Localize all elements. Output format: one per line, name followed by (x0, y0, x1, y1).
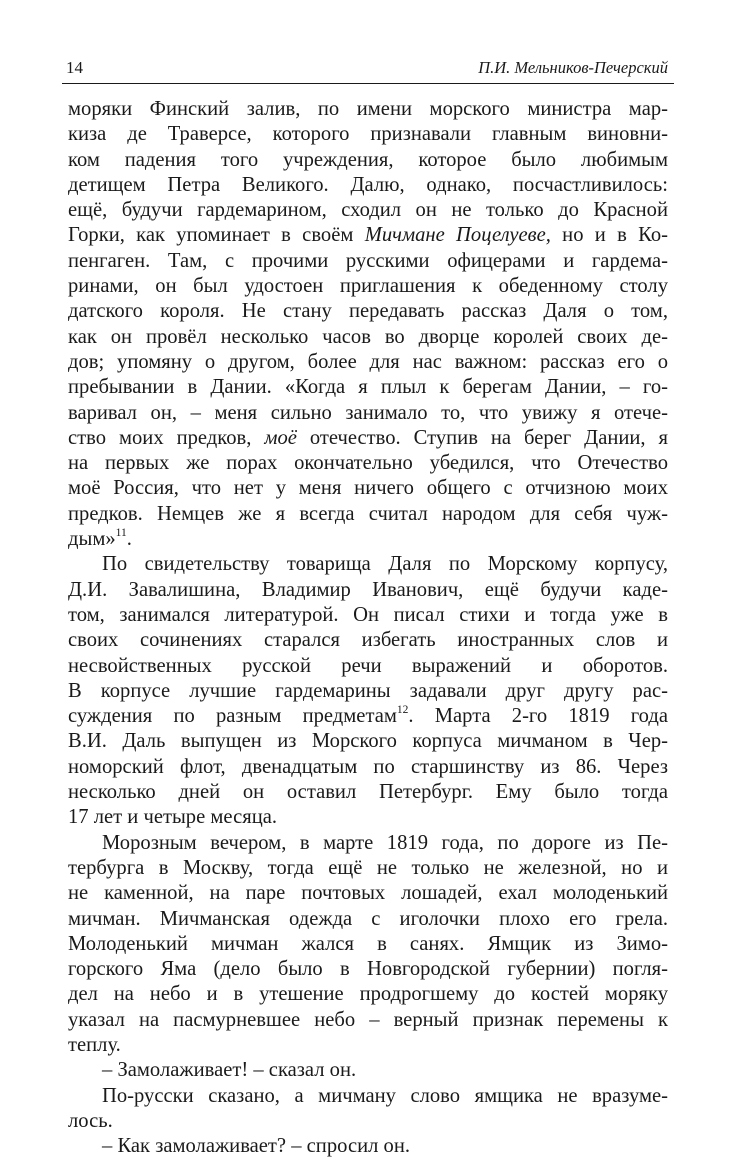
page-number: 14 (66, 58, 83, 77)
header-rule (62, 83, 674, 84)
page-header (62, 58, 672, 84)
text-line (68, 1134, 668, 1159)
line-text: детищем Петра Великого. Далю, однако, посчастливилось: (68, 173, 668, 196)
line-text: 17 лет и четыре месяца. (68, 806, 278, 829)
line-text: тербурга в Москву, тогда ещё не только не железной, но и (68, 856, 668, 879)
line-text: предков. Немцев же я всегда считал народом для себя чуж- (68, 502, 668, 525)
text-line (68, 755, 668, 780)
text-line (68, 274, 668, 299)
text-line (68, 325, 668, 350)
line-text: варивал он, – меня сильно занимало то, что увижу я отече- (68, 401, 668, 424)
text-line (68, 679, 668, 704)
line-text: – Замолаживает! – сказал он. (102, 1059, 357, 1082)
text-line (68, 578, 668, 603)
line-text: По-русски сказано, а мичману слово ямщика не вразуме- (102, 1084, 668, 1107)
line-text: лось. (68, 1109, 113, 1132)
line-text: несвойственных русской речи выражений и оборотов. (68, 654, 668, 677)
text-line (68, 401, 668, 426)
text-line (68, 198, 668, 223)
line-text: Горки, как упоминает в своём (68, 224, 365, 247)
text-line (68, 173, 668, 198)
line-text: мичман. Мичманская одежда с иголочки плохо его грела. (68, 907, 668, 930)
line-text: ство моих предков, (68, 426, 265, 449)
text-line (68, 932, 668, 957)
text-line (68, 1033, 668, 1058)
line-text: дел на небо и в утешение продрогшему до костей моряку (68, 983, 668, 1006)
text-line (68, 476, 668, 501)
text-line (68, 451, 668, 476)
line-text-cont: . (126, 528, 132, 551)
line-text: том, занимался литературой. Он писал стихи и тогда уже в (68, 603, 668, 626)
text-line (68, 1008, 668, 1033)
line-text: пенгаген. Там, с прочими русскими офицерами и гардема- (68, 249, 668, 272)
text-line (68, 97, 668, 122)
line-text: В корпусе лучшие гардемарины задавали друг другу рас- (68, 679, 668, 702)
line-text-cont: но и в Ко- (550, 224, 668, 247)
text-line (68, 527, 668, 552)
line-text: указал на пасмурневшее небо – верный признак перемены к (68, 1008, 668, 1031)
line-text: как он провёл несколько часов во дворце королей своих де- (68, 325, 668, 348)
text-line (68, 957, 668, 982)
text-line (68, 375, 668, 400)
text-line (68, 907, 668, 932)
body-text (68, 97, 668, 1159)
text-line (68, 350, 668, 375)
text-line (68, 249, 668, 274)
line-text: Молоденький мичман жался в санях. Ямщик из Зимо- (68, 932, 668, 955)
text-line (68, 426, 668, 451)
text-line (68, 780, 668, 805)
footnote-ref: 12 (396, 704, 409, 717)
running-head: П.И. Мельников-Печерский (478, 58, 668, 77)
text-line (68, 1109, 668, 1134)
line-text: не каменной, на паре почтовых лошадей, ехал молоденький (68, 882, 668, 905)
text-line (68, 148, 668, 173)
line-text: ринами, он был удостоен приглашения к обеденному столу (68, 275, 668, 298)
text-line (68, 654, 668, 679)
line-text: моряки Финский залив, по имени морского министра мар- (68, 98, 668, 120)
text-line (68, 603, 668, 628)
line-text: на первых же порах окончательно убедился, что Отечество (68, 452, 668, 475)
line-text: своих сочинениях старался избегать иностранных слов и (68, 629, 668, 652)
text-line (68, 122, 668, 147)
text-line (68, 502, 668, 527)
line-text: пребывании в Дании. «Когда я плыл к берегам Дании, – го- (68, 376, 668, 399)
line-text: несколько дней он оставил Петербург. Ему было тогда (68, 781, 668, 804)
line-text: горского Яма (дело было в Новгородской губернии) погля- (68, 958, 668, 981)
line-text: теплу. (68, 1033, 121, 1056)
line-text: моё Россия, что нет у меня ничего общего с отчизною моих (68, 477, 668, 500)
text-line (68, 805, 668, 830)
text-line (68, 881, 668, 906)
text-line (68, 552, 668, 577)
line-text: Морозным вечером, в марте 1819 года, по дороге из Пе- (102, 831, 668, 854)
line-text: киза де Траверсе, которого признавали главным виновни- (68, 123, 668, 146)
line-text: дов; упомяну о другом, более для нас важном: рассказ его о (68, 350, 668, 373)
text-line (68, 628, 668, 653)
text-line (68, 223, 668, 248)
footnote-ref: 11 (115, 527, 127, 540)
italic-text: моё (264, 426, 297, 449)
text-line (68, 704, 668, 729)
line-text: номорский флот, двенадцатым по старшинству из 86. Через (68, 755, 668, 778)
text-line (68, 1084, 668, 1109)
line-text: датского короля. Не стану передавать рассказ Даля о том, (68, 300, 668, 323)
line-text: ещё, будучи гардемарином, сходил он не только до Красной (68, 199, 668, 222)
line-text-cont: . Марта 2-го 1819 года (408, 705, 668, 728)
line-text: По свидетельству товарища Даля по Морскому корпусу, (102, 553, 668, 576)
text-line (68, 299, 668, 324)
text-line (68, 1058, 668, 1083)
line-text: ком падения того учреждения, которое было любимым (68, 148, 668, 171)
text-line (68, 831, 668, 856)
text-line (68, 729, 668, 754)
line-text-cont: отечество. Ступив на берег Дании, я (296, 426, 668, 449)
text-line (68, 856, 668, 881)
line-text: дым» (68, 528, 116, 551)
italic-text: Мичмане Поцелуеве, (364, 224, 551, 247)
line-text: Д.И. Завалишина, Владимир Иванович, ещё будучи каде- (68, 578, 668, 601)
line-text: В.И. Даль выпущен из Морского корпуса мичманом в Чер- (68, 730, 668, 753)
line-text: – Как замолаживает? – спросил он. (102, 1135, 410, 1158)
line-text: суждения по разным предметам (68, 705, 397, 728)
text-line (68, 982, 668, 1007)
